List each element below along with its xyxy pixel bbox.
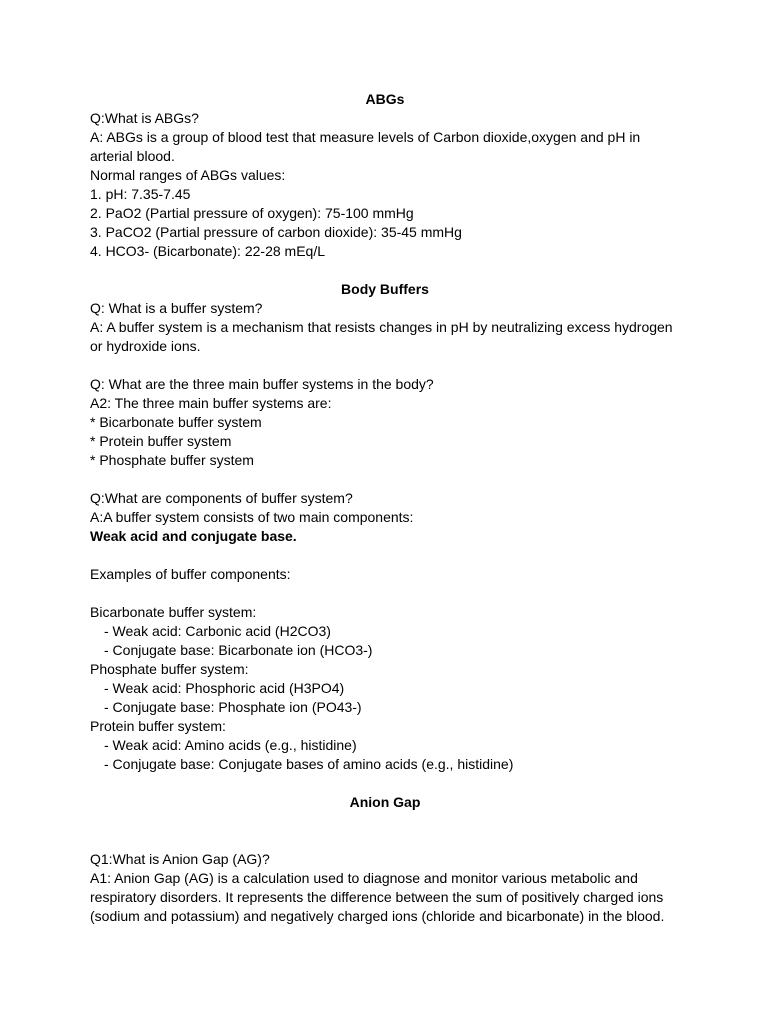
buffer-system-item: * Phosphate buffer system — [90, 452, 254, 468]
answer-components-bold: Weak acid and conjugate base. — [90, 528, 297, 544]
question-main-buffers: Q: What are the three main buffer systems in the body? — [90, 376, 434, 392]
question-anion-gap: Q1:What is Anion Gap (AG)? — [90, 851, 270, 867]
bicarbonate-base: - Conjugate base: Bicarbonate ion (HCO3-) — [104, 642, 373, 658]
phosphate-title: Phosphate buffer system: — [90, 661, 249, 677]
spacer — [90, 261, 680, 280]
section-heading-anion-gap: Anion Gap — [349, 794, 421, 810]
normal-ranges-title: Normal ranges of ABGs values: — [90, 167, 286, 183]
protein-title: Protein buffer system: — [90, 718, 226, 734]
question-components: Q:What are components of buffer system? — [90, 490, 353, 506]
bicarbonate-title: Bicarbonate buffer system: — [90, 604, 257, 620]
question-abgs: Q:What is ABGs? — [90, 110, 199, 126]
range-item: 2. PaO2 (Partial pressure of oxygen): 75-100 mmHg — [90, 205, 414, 221]
range-item: 4. HCO3- (Bicarbonate): 22-28 mEq/L — [90, 243, 325, 259]
protein-acid: - Weak acid: Amino acids (e.g., histidine) — [104, 737, 357, 753]
answer-abgs: A: ABGs is a group of blood test that measure levels of Carbon dioxide,oxygen and pH in arterial blood. — [90, 129, 641, 164]
range-item: 1. pH: 7.35-7.45 — [90, 186, 191, 202]
section-heading-buffers: Body Buffers — [341, 281, 429, 297]
protein-base: - Conjugate base: Conjugate bases of amino acids (e.g., histidine) — [104, 756, 514, 772]
spacer — [90, 356, 680, 375]
answer-anion-gap: A1: Anion Gap (AG) is a calculation used to diagnose and monitor various metabolic and respiratory disorders. It represents the difference between the sum of positively charged ions (sodium and potassium) and negatively charged ions (chloride and bicarbonate) in the blood. — [90, 870, 665, 924]
document-page — [90, 90, 680, 926]
phosphate-acid: - Weak acid: Phosphoric acid (H3PO4) — [104, 680, 345, 696]
buffer-system-item: * Bicarbonate buffer system — [90, 414, 262, 430]
spacer — [90, 546, 680, 565]
buffer-system-item: * Protein buffer system — [90, 433, 232, 449]
spacer — [90, 812, 680, 831]
spacer — [90, 470, 680, 489]
range-item: 3. PaCO2 (Partial pressure of carbon dioxide): 35-45 mmHg — [90, 224, 462, 240]
question-buffer-system: Q: What is a buffer system? — [90, 300, 263, 316]
answer-main-buffers: A2: The three main buffer systems are: — [90, 395, 332, 411]
answer-components: A:A buffer system consists of two main components: — [90, 509, 414, 525]
bicarbonate-acid: - Weak acid: Carbonic acid (H2CO3) — [104, 623, 331, 639]
examples-title: Examples of buffer components: — [90, 566, 291, 582]
spacer — [90, 831, 680, 850]
answer-buffer-system: A: A buffer system is a mechanism that resists changes in pH by neutralizing excess hydrogen or hydroxide ions. — [90, 319, 673, 354]
phosphate-base: - Conjugate base: Phosphate ion (PO43-) — [104, 699, 362, 715]
section-heading-abgs: ABGs — [365, 91, 405, 107]
spacer — [90, 774, 680, 793]
spacer — [90, 584, 680, 603]
